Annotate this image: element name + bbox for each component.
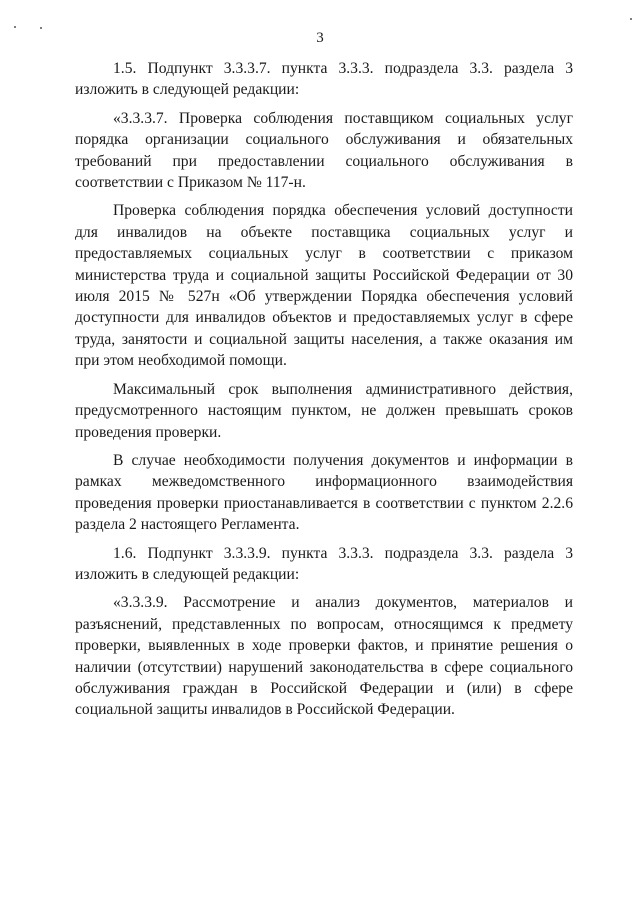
paragraph-3-3-3-7: «3.3.3.7. Проверка соблюдения поставщиком социальных услуг порядка организации социального обслуживания и обязательных требований при предоставлении социального обслуживания в соответствии с Приказом № 117-н.: [75, 109, 573, 192]
scan-artifact-dot: [40, 27, 42, 29]
document-body: [75, 58, 573, 728]
page-number: 3: [316, 30, 324, 46]
paragraph-3-3-3-9: «3.3.3.9. Рассмотрение и анализ документов, материалов и разъяснений, представленных по вопросам, относящимся к предмету проверки, выявленных в ходе проверки фактов, и принятие решения о наличии (отсутствии) нарушений законодательства в сфере социального обслуживания граждан в Российской Федерации и (или) в сфере социальной защиты инвалидов в Российской Федерации.: [75, 594, 573, 719]
paragraph-accessibility-check: Проверка соблюдения порядка обеспечения условий доступности для инвалидов на объекте поставщика социальных услуг и предоставляемых социальных услуг в соответствии с приказом министерства труда и социальной защиты Российской Федерации от 30 июля 2015 № 527н «Об утверждении Порядка обеспечения условий доступности для инвалидов объектов и предоставляемых услуг в сфере труда, занятости и социальной защиты населения, а также оказания им при этом необходимой помощи.: [75, 202, 573, 370]
paragraph-suspension: В случае необходимости получения документов и информации в рамках межведомственного информационного взаимодействия проведения проверки приостанавливается в соответствии с пунктом 2.2.6 раздела 2 настоящего Регламента.: [75, 451, 573, 534]
paragraph-1-6-heading: 1.6. Подпункт 3.3.3.9. пункта 3.3.3. подраздела 3.3. раздела 3 изложить в следующей редакции:: [75, 544, 573, 583]
scan-artifact-dot: [630, 18, 632, 20]
paragraph-1-5-heading: 1.5. Подпункт 3.3.3.7. пункта 3.3.3. подраздела 3.3. раздела 3 изложить в следующей редакции:: [75, 60, 573, 99]
paragraph-max-term: Максимальный срок выполнения административного действия, предусмотренного настоящим пунктом, не должен превышать сроков проведения проверки.: [75, 380, 573, 441]
scan-artifact-dot: [14, 26, 16, 28]
